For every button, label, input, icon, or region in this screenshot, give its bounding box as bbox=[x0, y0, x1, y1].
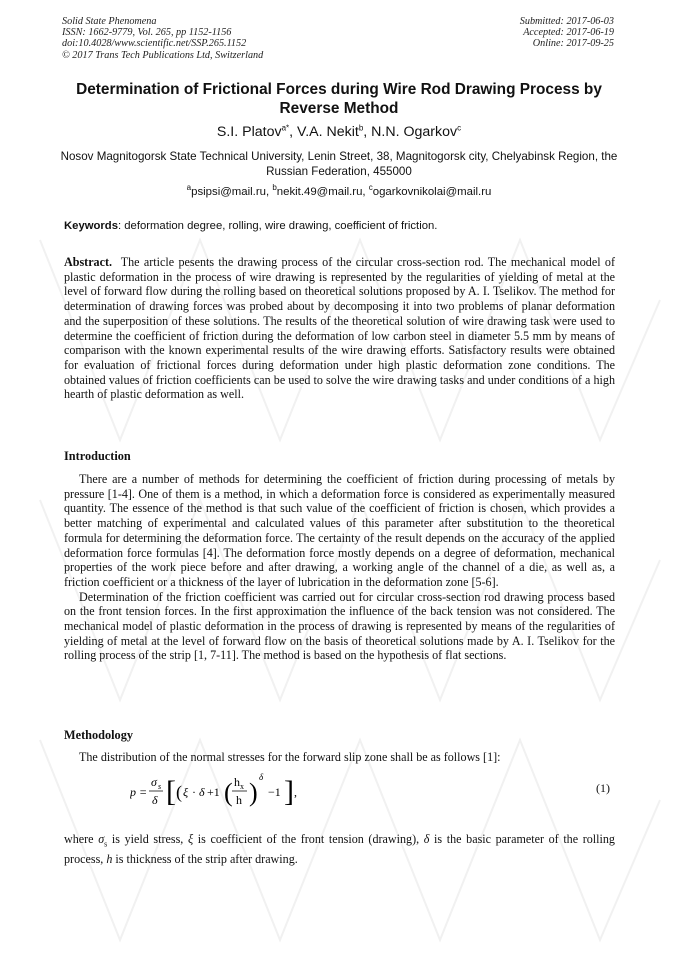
eq-sigma: σ bbox=[151, 775, 157, 789]
methodology-heading: Methodology bbox=[64, 728, 133, 742]
journal-info bbox=[62, 16, 263, 61]
author-name: S.I. Platov bbox=[216, 124, 282, 140]
eq-h: h bbox=[236, 793, 242, 807]
paragraph bbox=[64, 832, 615, 867]
accepted-date: Accepted: 2017-06-19 bbox=[523, 27, 614, 39]
abstract-text: The article pesents the drawing process of the circular cross-section rod. The mechanical model of plastic deformation in the process of wire drawing is represented by the regularities of yielding of metal at the level of forward flow during the rolling based on theoretical solutions proposed by A. I. Tselikov. The method for determination of drawing forces was probed about by decomposing it into two problems of planar deformation and the superposition of these solutions. The results of the theoretical solution of wire drawing task were used to determine the coefficient of friction during the deformation of low carbon steel in diameter 5.5 mm by means of comparison with the known experimental results of the wire drawing efforts. Satisfactory results were obtained for evaluation of frictional forces during deformation under high plastic deformation zone conditions. The obtained values of friction coefficients can be used to solve the wire drawing tasks and under conditions of a high hearth of plastic deformation as well. bbox=[64, 255, 616, 402]
author-affil-mark: c bbox=[457, 123, 462, 133]
inner-left-paren: ( bbox=[224, 778, 233, 807]
equation-explanation bbox=[64, 820, 615, 879]
submission-dates bbox=[520, 16, 614, 50]
methodology-body bbox=[64, 750, 615, 765]
email-list bbox=[40, 185, 638, 199]
abstract-label: Abstract. bbox=[64, 255, 113, 269]
author-list bbox=[40, 123, 638, 141]
keywords bbox=[64, 219, 616, 233]
eq-xi: ξ bbox=[183, 785, 189, 799]
equation-1 bbox=[130, 770, 610, 814]
left-paren: ( bbox=[176, 782, 182, 802]
paragraph: The distribution of the normal stresses for the forward slip zone shall be as follows [1]: bbox=[79, 750, 501, 764]
text-run: is yield stress, bbox=[107, 832, 188, 847]
text-run: is the basic parameter of the rolling process, bbox=[64, 832, 615, 867]
paragraph: There are a number of methods for determining the coefficient of friction during processing of metals by pressure [1-4]. One of them is a method, in which a deformation force is considered as experimentally measured quantity. The essence of the method is that such value of the coefficient of friction is chosen, which provides a better matching of experimental and calculated values of this parameter after substitution to the theoretical formula for determining the deformation force. The certainty of the result depends on the accuracy of the applied deformation force formulas [4]. The deformation force mostly depends on a degree of deformation, mechanical properties of the work piece before and after drawing, a working angle of the channel of a die, as well as, a friction coefficient or a thickness of the layer of lubrication in the deformation zone [5-6]. bbox=[64, 472, 615, 589]
author-affil-mark: b bbox=[358, 123, 364, 133]
eq-minus-one: −1 bbox=[268, 785, 281, 799]
eq-plus-one: +1 bbox=[207, 785, 220, 799]
left-bracket: [ bbox=[166, 775, 176, 808]
copyright-line: © 2017 Trans Tech Publications Ltd, Switzerland bbox=[62, 49, 264, 61]
eq-delta: δ bbox=[199, 785, 205, 799]
symbol-xi: ξ bbox=[187, 832, 194, 847]
email-address[interactable]: psipsi@mail.ru bbox=[191, 186, 266, 198]
text-run: is coefficient of the front tension (drawing), bbox=[193, 832, 424, 847]
doi-line: doi:10.4028/www.scientific.net/SSP.265.1152 bbox=[62, 38, 247, 50]
author-name: V.A. Nekit bbox=[297, 124, 359, 140]
journal-name: Solid State Phenomena bbox=[62, 16, 157, 27]
right-bracket: ] bbox=[284, 775, 294, 808]
eq-lhs: p = bbox=[130, 785, 148, 799]
keywords-text: : deformation degree, rolling, wire drawing, coefficient of friction. bbox=[118, 220, 438, 232]
symbol-delta: δ bbox=[423, 832, 430, 847]
symbol-sigma-sub: s bbox=[104, 839, 108, 849]
issn-line: ISSN: 1662-9779, Vol. 265, pp 1152-1156 bbox=[62, 27, 232, 39]
author-affil-mark: a* bbox=[281, 123, 290, 133]
email-mark: c bbox=[368, 183, 373, 193]
symbol-h: h bbox=[106, 852, 113, 867]
keywords-label: Keywords bbox=[64, 220, 118, 232]
inner-right-paren: ) bbox=[249, 778, 258, 807]
email-mark: a bbox=[186, 183, 192, 193]
eq-dot: · bbox=[192, 785, 196, 799]
equation-number: (1) bbox=[596, 781, 610, 795]
eq-comma: , bbox=[294, 785, 297, 799]
eq-hx-sub: x bbox=[240, 782, 244, 791]
abstract bbox=[64, 255, 615, 402]
email-address[interactable]: ogarkovnikolai@mail.ru bbox=[372, 186, 492, 198]
email-mark: b bbox=[272, 183, 277, 193]
email-address[interactable]: nekit.49@mail.ru bbox=[276, 186, 363, 198]
eq-delta-den: δ bbox=[152, 793, 158, 807]
online-date: Online: 2017-09-25 bbox=[532, 38, 614, 50]
eq-sigma-sub: s bbox=[158, 782, 162, 791]
email-separator: , bbox=[362, 186, 369, 198]
introduction-body bbox=[64, 472, 615, 663]
affiliation: Nosov Magnitogorsk State Technical University, Lenin Street, 38, Magnitogorsk city, Chelyabinsk Region, the Russian Federation, 455000 bbox=[60, 150, 618, 178]
author-separator: , bbox=[363, 124, 372, 140]
equation-graphic bbox=[130, 770, 450, 814]
paper-title: Determination of Frictional Forces during Wire Rod Drawing Process by Reverse Method bbox=[76, 81, 602, 117]
paragraph: Determination of the friction coefficient was carried out for circular cross-section rod drawing process based on the front tension forces. In the first approximation the influence of the back tension was not considered. The mechanical model of plastic deformation in the process of drawing is represented by means of the regularities of yielding of metal at the level of forward flow on the basis of theoretical solutions made by A. I. Tselikov for the rolling process of the strip [1, 7-11]. The method is based on the hypothesis of flat sections. bbox=[64, 589, 615, 663]
eq-exponent: δ bbox=[259, 772, 264, 782]
submitted-date: Submitted: 2017-06-03 bbox=[519, 16, 614, 27]
introduction-heading: Introduction bbox=[64, 449, 131, 463]
author-name: N.N. Ogarkov bbox=[371, 124, 458, 140]
email-separator: , bbox=[265, 186, 273, 198]
symbol-sigma: σ bbox=[98, 832, 105, 847]
text-run: where bbox=[64, 832, 99, 847]
eq-hx: h bbox=[234, 775, 240, 789]
author-separator: , bbox=[289, 124, 298, 140]
text-run: is thickness of the strip after drawing. bbox=[112, 852, 298, 867]
